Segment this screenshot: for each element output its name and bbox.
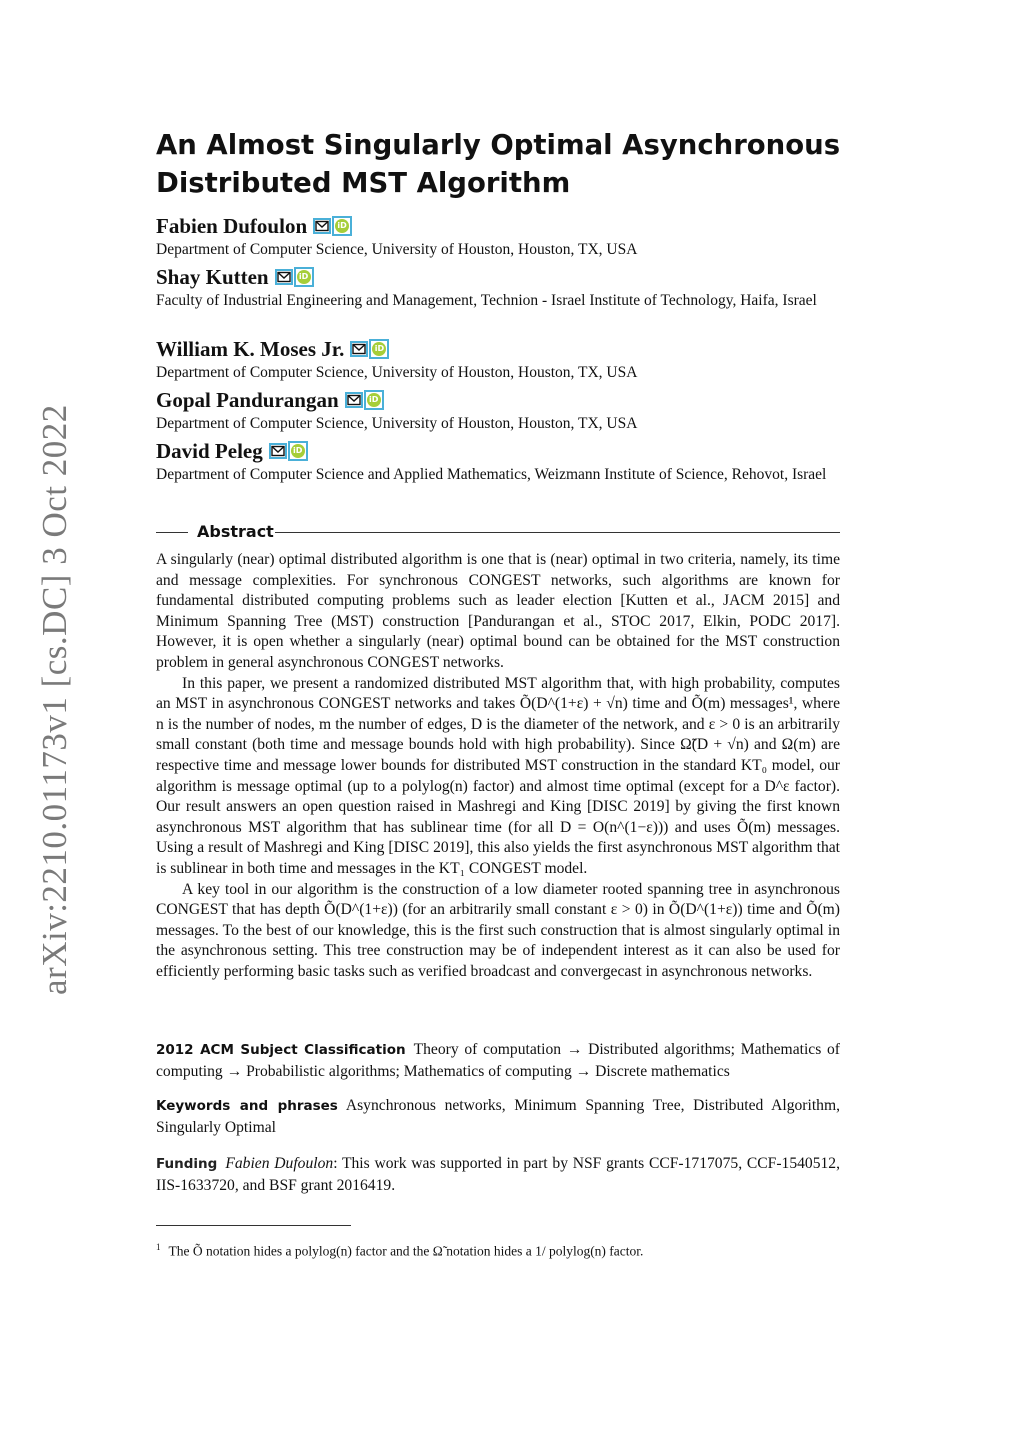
funding-text: : This work was supported in part by NSF grants CCF-1717075, CCF-1540512, IIS-1633720, and BSF grant 2016419.: [156, 1155, 840, 1194]
rule-left: [156, 532, 188, 533]
arxiv-identifier: arXiv:2210.01173v1 [cs.DC] 3 Oct 2022: [35, 404, 74, 995]
orcid-icon[interactable]: iD: [364, 390, 384, 410]
funding-label: Funding: [156, 1156, 218, 1172]
title-line-1: An Almost Singularly Optimal Asynchronous: [156, 129, 841, 161]
abstract-body: [156, 550, 840, 982]
abstract-paragraph-2: In this paper, we present a randomized distributed MST algorithm that, with high probability, computes an MST in asynchronous CONGEST networks and takes Õ(D^(1+ε) + √n) time and Õ(m) messages¹, where n is the number of nodes, m the number of edges, D is the diameter of the network, and ε > 0 is an arbitrarily small constant (both time and message bounds hold with high probability). Since Ω̃(D + √n) and Ω(m) are respective time and message lower bounds for distributed MST construction in the standard KT₀ model, our algorithm is message optimal (up to a polylog(n) factor) and almost time optimal (except for a D^ε factor). Our result answers an open question raised in Mashregi and King [DISC 2019] by giving the first known asynchronous MST algorithm that has sublinear time (for all D = O(n^(1−ε))) and uses Õ(m) messages. Using a result of Mashregi and King [DISC 2019], this also yields the first asynchronous MST algorithm that is sublinear in both time and messages in the KT₁ CONGEST model.: [156, 674, 840, 877]
author-affiliation: Department of Computer Science, University of Houston, Houston, TX, USA: [156, 241, 638, 258]
abstract-label: Abstract: [197, 522, 274, 541]
orcid-icon[interactable]: iD: [288, 441, 308, 461]
author-name: [156, 337, 846, 361]
orcid-icon[interactable]: iD: [294, 267, 314, 287]
email-icon[interactable]: [350, 341, 368, 357]
acm-label: 2012 ACM Subject Classification: [156, 1042, 406, 1058]
author-block: [156, 265, 846, 312]
orcid-icon[interactable]: iD: [369, 339, 389, 359]
keywords-text: Asynchronous networks, Minimum Spanning Tree, Distributed Algorithm, Singularly Optimal: [156, 1097, 840, 1136]
paper-title: [156, 126, 856, 202]
rule-right: [275, 532, 840, 533]
footnote: [156, 1238, 840, 1261]
author-name: [156, 439, 846, 463]
abstract-paragraph-3: A key tool in our algorithm is the construction of a low diameter rooted spanning tree in asynchronous CONGEST that has depth Õ(D^(1+ε)) (for an arbitrarily small constant ε > 0) in Õ(D^(1+ε)) time and Õ(m) messages. To the best of our knowledge, this is the first such construction that is almost singularly optimal in the asynchronous setting. This tree construction may be of independent interest as it can also be used for efficiently performing basic tasks such as verified broadcast and convergecast in asynchronous networks.: [156, 880, 840, 980]
acm-classification: [156, 1039, 840, 1082]
author-affiliation: Department of Computer Science, University of Houston, Houston, TX, USA: [156, 415, 638, 432]
funding: [156, 1153, 840, 1196]
title-line-2: Distributed MST Algorithm: [156, 167, 571, 199]
author-block: [156, 388, 846, 435]
email-icon[interactable]: [269, 443, 287, 459]
author-name-text: Gopal Pandurangan: [156, 388, 339, 412]
author-name-text: Shay Kutten: [156, 265, 269, 289]
acm-text: Theory of computation → Distributed algorithms; Mathematics of computing → Probabilistic algorithms; Mathematics of computing → Discrete mathematics: [156, 1041, 840, 1080]
author-name: [156, 388, 846, 412]
author-block: [156, 439, 846, 486]
author-name: [156, 265, 846, 289]
email-icon[interactable]: [313, 218, 331, 234]
keywords: [156, 1095, 840, 1138]
email-icon[interactable]: [275, 269, 293, 285]
author-affiliation: Department of Computer Science and Applied Mathematics, Weizmann Institute of Science, Rehovot, Israel: [156, 466, 827, 483]
author-name-text: David Peleg: [156, 439, 263, 463]
abstract-heading: [156, 522, 840, 542]
footnote-text: The Õ notation hides a polylog(n) factor and the Ω̃ notation hides a 1/ polylog(n) factor.: [168, 1243, 644, 1259]
funding-author: Fabien Dufoulon: [225, 1155, 334, 1172]
email-icon[interactable]: [345, 392, 363, 408]
author-block: [156, 337, 846, 384]
author-name-text: William K. Moses Jr.: [156, 337, 345, 361]
author-block: [156, 214, 846, 261]
footnote-mark: 1: [156, 1242, 161, 1252]
author-name: [156, 214, 846, 238]
footnote-divider: [156, 1225, 351, 1226]
keywords-label: Keywords and phrases: [156, 1098, 338, 1114]
author-affiliation: Department of Computer Science, University of Houston, Houston, TX, USA: [156, 364, 638, 381]
author-name-text: Fabien Dufoulon: [156, 214, 308, 238]
abstract-paragraph-1: A singularly (near) optimal distributed algorithm is one that is (near) optimal in two criteria, namely, its time and message complexities. For synchronous CONGEST networks, such algorithms are known for fundamental distributed computing problems such as leader election [Kutten et al., JACM 2015] and Minimum Spanning Tree (MST) construction [Pandurangan et al., STOC 2017, Elkin, PODC 2017]. However, it is open whether a singularly (near) optimal bound can be obtained for the MST construction problem in general asynchronous CONGEST networks.: [156, 551, 840, 671]
orcid-icon[interactable]: iD: [332, 216, 352, 236]
author-affiliation: Faculty of Industrial Engineering and Management, Technion - Israel Institute of Technology, Haifa, Israel: [156, 292, 817, 309]
